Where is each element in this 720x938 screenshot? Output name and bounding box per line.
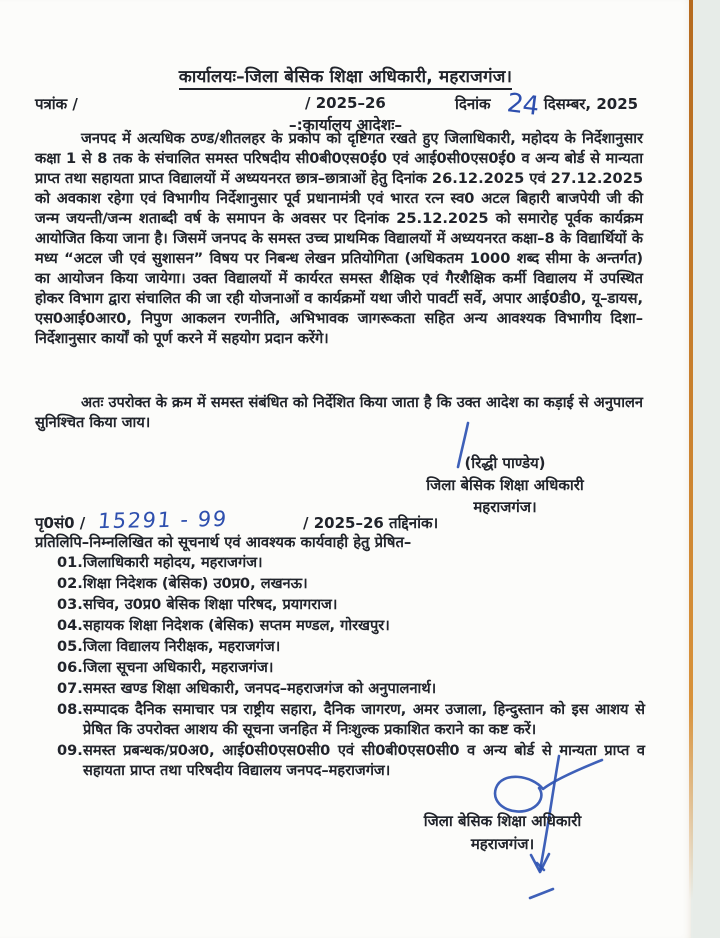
order-paragraph-2: अतः उपरोक्त के क्रम में समस्त संबंधित को निर्देशित किया जाता है कि उक्त आदेश का कड़ाई से अनुपालन सुनिश्चित किया जाय। [35,394,643,431]
signatory-place: महराजगंज। [473,498,537,516]
signatory-designation: जिला बेसिक शिक्षा अधिकारी [426,476,584,494]
bottom-signatory-designation: जिला बेसिक शिक्षा अधिकारी [423,812,582,830]
handwritten-ref-number: 15291 - 99 [96,506,229,534]
date-label: दिनांक [455,95,491,113]
list-item: 05. जिला विद्यालय निरीक्षक, महराजगंज। [57,638,281,655]
list-item: 06. जिला सूचना अधिकारी, महराजगंज। [57,659,274,676]
order-paragraph-1: जनपद में अत्यधिक ठण्ड/शीतलहर के प्रकोप को दृष्टिगत रखते हुए जिलाधिकारी, महोदय के निर्देशानुसार कक्षा 1 से 8 तक के संचालित समस्त परिषदीय सी0बी0एस0ई0 एवं आई0सी0एस0ई0 व अन्य बोर्ड से मान्यता प्राप्त तथा सहायता प्राप्त विद्यालयों में अध्ययनरत छात्र–छात्राओं हेतु दिनांक 26.12.2025 एवं 27.12.2025 को अवकाश रहेगा एवं विभागीय निर्देशानुसार पूर्व प्रधानामंत्री एवं भारत रत्न स्व0 अटल बिहारी बाजपेयी जी की जन्म जयन्ती/जन्म शताब्दी वर्ष के समापन के अवसर पर दिनांक 25.12.2025 को समारोह पूर्वक कार्यक्रम आयोजित किया जाना है। जिसमें जनपद के समस्त उच्च प्राथमिक विद्यालयों में अध्ययनरत कक्षा–8 के विद्यार्थियों के मध्य “अटल जी एवं सुशासन” विषय पर निबन्ध लेखन प्रतियोगिता (अधिकतम 1000 शब्द सीमा के अन्तर्गत) का आयोजन किया जायेगा। उक्त विद्यालयों में कार्यरत समस्त शैक्षिक एवं गैरशैक्षिक कर्मी विद्यालय में उपस्थित होकर विभाग द्वारा संचालित की जा रही योजनाओं व कार्यक्रमों यथा जीरो पावर्टी सर्वे, अपार आई0डी0, यू–डायस, एस0आई0आर0, निपुण आकलन रणनीति, अभिभावक जागरूकता सहित अन्य आवश्यक विभागीय दिशा–निर्देशानुसार कार्यों को पूर्ण करने में सहयोग प्रदान करेंगे। [35,130,643,347]
letter-no-label: पत्रांक / [35,95,78,113]
list-item: 03. सचिव, उ0प्र0 बेसिक शिक्षा परिषद, प्रयागराज। [57,596,338,613]
signatory-name: (रिद्धी पाण्डेय) [464,454,546,472]
table-backdrop [693,0,720,938]
copy-heading: प्रतिलिपि–निम्नलिखित को सूचनार्थ एवं आवश्यक कार्यवाही हेतु प्रेषित– [35,534,412,551]
list-item: 01. जिलाधिकारी महोदय, महराजगंज। [57,554,263,571]
bottom-signatory-block [385,810,620,856]
date-month-year: दिसम्बर, 2025 [543,95,639,113]
bottom-signatory-place: महराजगंज। [470,835,535,853]
endorsement-ref-year: / 2025–26 तद्दिनांक। [303,514,439,532]
handwritten-date-day: 24 [505,88,540,122]
list-item: 02. शिक्षा निदेशक (बेसिक) उ0प्र0, लखनऊ। [57,575,308,592]
list-item: 04. सहायक शिक्षा निदेशक (बेसिक) सप्तम मण्डल, गोरखपुर। [57,617,390,634]
office-order-heading: –:कार्यालय आदेशः– [288,116,403,134]
list-item: 08. सम्पादक दैनिक समाचार पत्र राष्ट्रीय सहारा, दैनिक जागरण, अमर उजाला, हिन्दुस्तान को इस आशय से प्रेषित कि उपरोक्त आशय की सूचना जनहित में निःशुल्क प्रकाशित कराने का कष्ट करें। [57,701,645,738]
list-item: 07. समस्त खण्ड शिक्षा अधिकारी, जनपद–महराजगंज को अनुपालनार्थ। [57,680,437,697]
list-item: 09. समस्त प्रबन्धक/प्र0अ0, आई0सी0एस0सी0 एवं सी0बी0एस0सी0 व अन्य बोर्ड से मान्यता प्राप्त व सहायता प्राप्त तथा परिषदीय विद्यालय जनपद–महराजगंज। [57,742,645,779]
date-line [455,88,639,122]
letter-no-year: / 2025–26 [305,94,386,112]
endorsement-ref-label: पृ0सं0 / [35,514,86,532]
office-title: कार्यालयः–जिला बेसिक शिक्षा अधिकारी, महराजगंज। [0,64,691,87]
